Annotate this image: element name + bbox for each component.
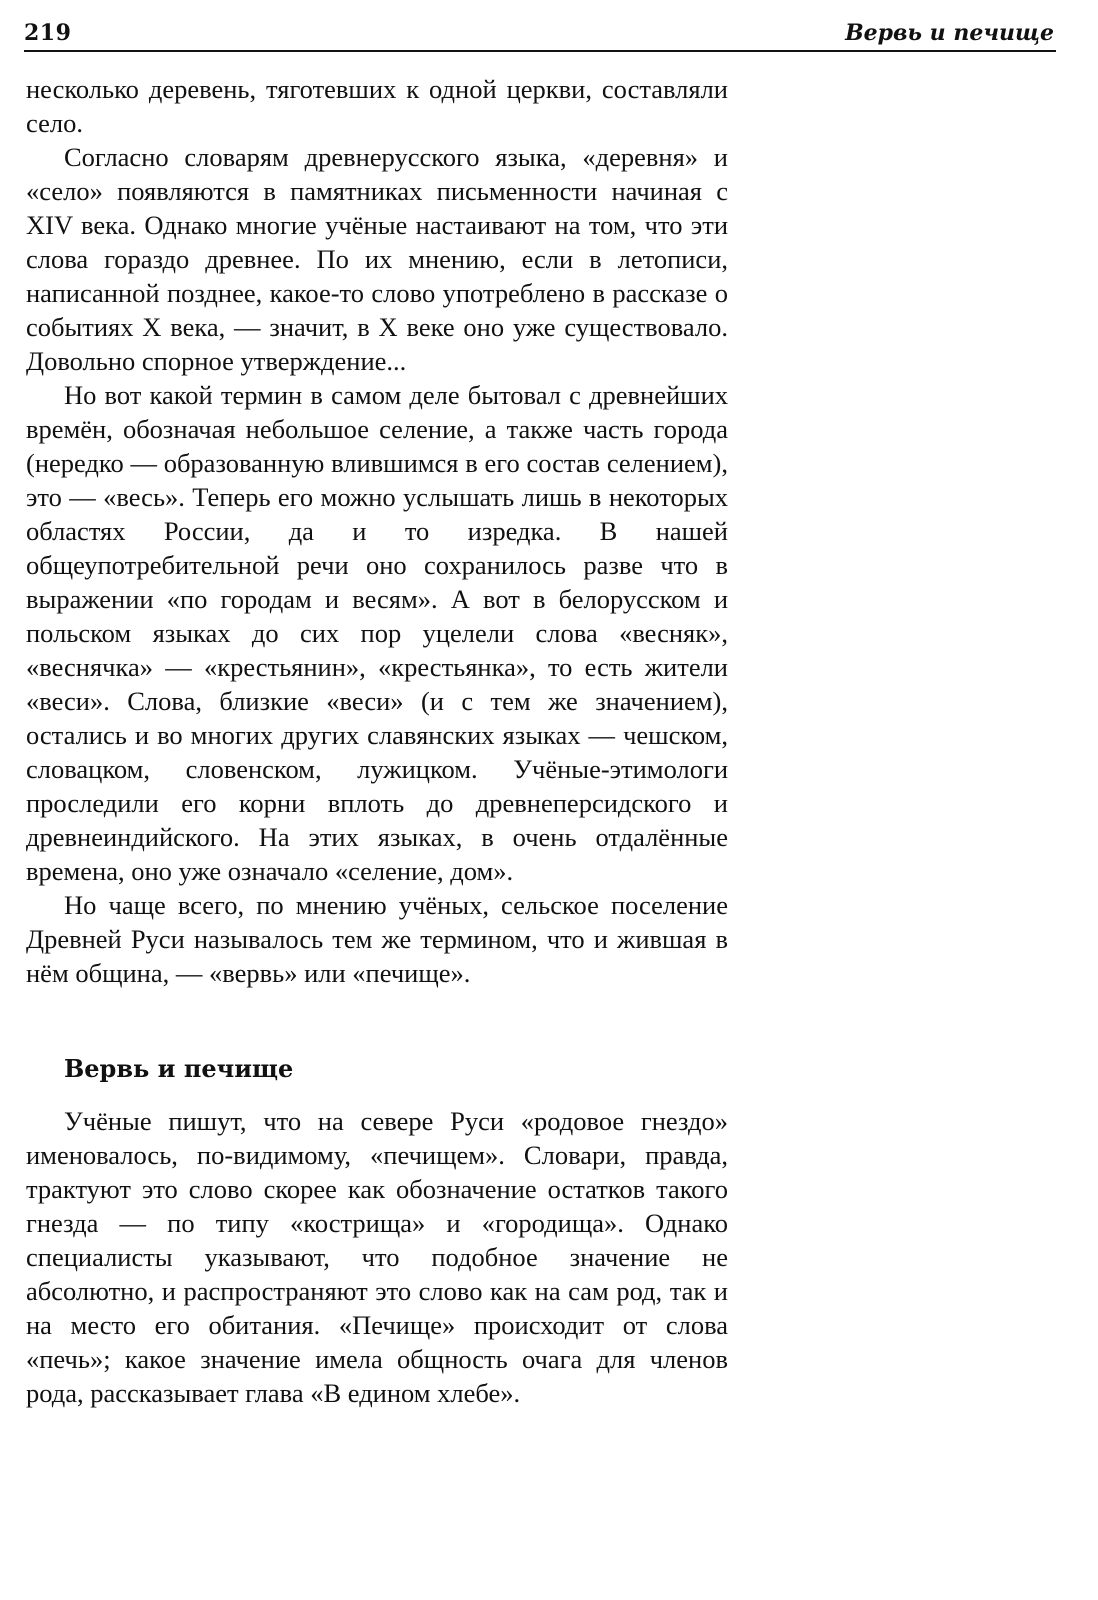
page-header (24, 14, 1056, 52)
paragraph: Но вот какой термин в самом деле бытовал с древнейших времён, обозначая небольшое селение, а также часть города (нередко — образованную влившимся в его состав селением), это — «весь». Теперь его можно услышать лишь в некоторых областях России, да и то изредка. В нашей общеупотребительной речи оно сохранилось разве что в выражении «по городам и весям». А вот в белорусском и польском языках до сих пор уцелели слова «весняк», «веснячка» — «крестьянин», «крестьянка», то есть жители «веси». Слова, близкие «веси» (и с тем же значением), остались и во многих других славянских языках — чешском, словацком, словенском, лужицком. Учёные-этимологи проследили его корни вплоть до древнеперсидского и древнеиндийского. На этих языках, в очень отдалённые времена, оно уже означало «селение, дом». (26, 380, 728, 886)
running-title: Вервь и печище (845, 20, 1054, 46)
paragraph: несколько деревень, тяготевших к одной церкви, составляли село. (26, 74, 728, 138)
main-text (26, 72, 728, 1410)
paragraph: Учёные пишут, что на севере Руси «родовое гнездо» именовалось, по-видимому, «печищем». Словари, правда, трактуют это слово скорее как обозначение остатков такого гнезда — по типу «кострища» и «городища». Однако специалисты указывают, что подобное значение не абсолютно, и распространяют это слово как на сам род, так и на место его обитания. «Печище» происходит от слова «печь»; какое значение имела общность очага для членов рода, рассказывает глава «В едином хлебе». (26, 1106, 728, 1408)
section-heading: Вервь и печище (64, 1054, 294, 1083)
paragraph: Согласно словарям древнерусского языка, «деревня» и «село» появляются в памятниках письменности начиная с XIV века. Однако многие учёные настаивают на том, что эти слова гораздо древнее. По их мнению, если в летописи, написанной позднее, какое-то слово употреблено в рассказе о событиях X века, — значит, в X веке оно уже существовало. Довольно спорное утверждение... (26, 142, 728, 376)
paragraph: Но чаще всего, по мнению учёных, сельское поселение Древней Руси называлось тем же термином, что и жившая в нём община, — «вервь» или «печище». (26, 890, 728, 988)
page-number: 219 (24, 20, 72, 46)
